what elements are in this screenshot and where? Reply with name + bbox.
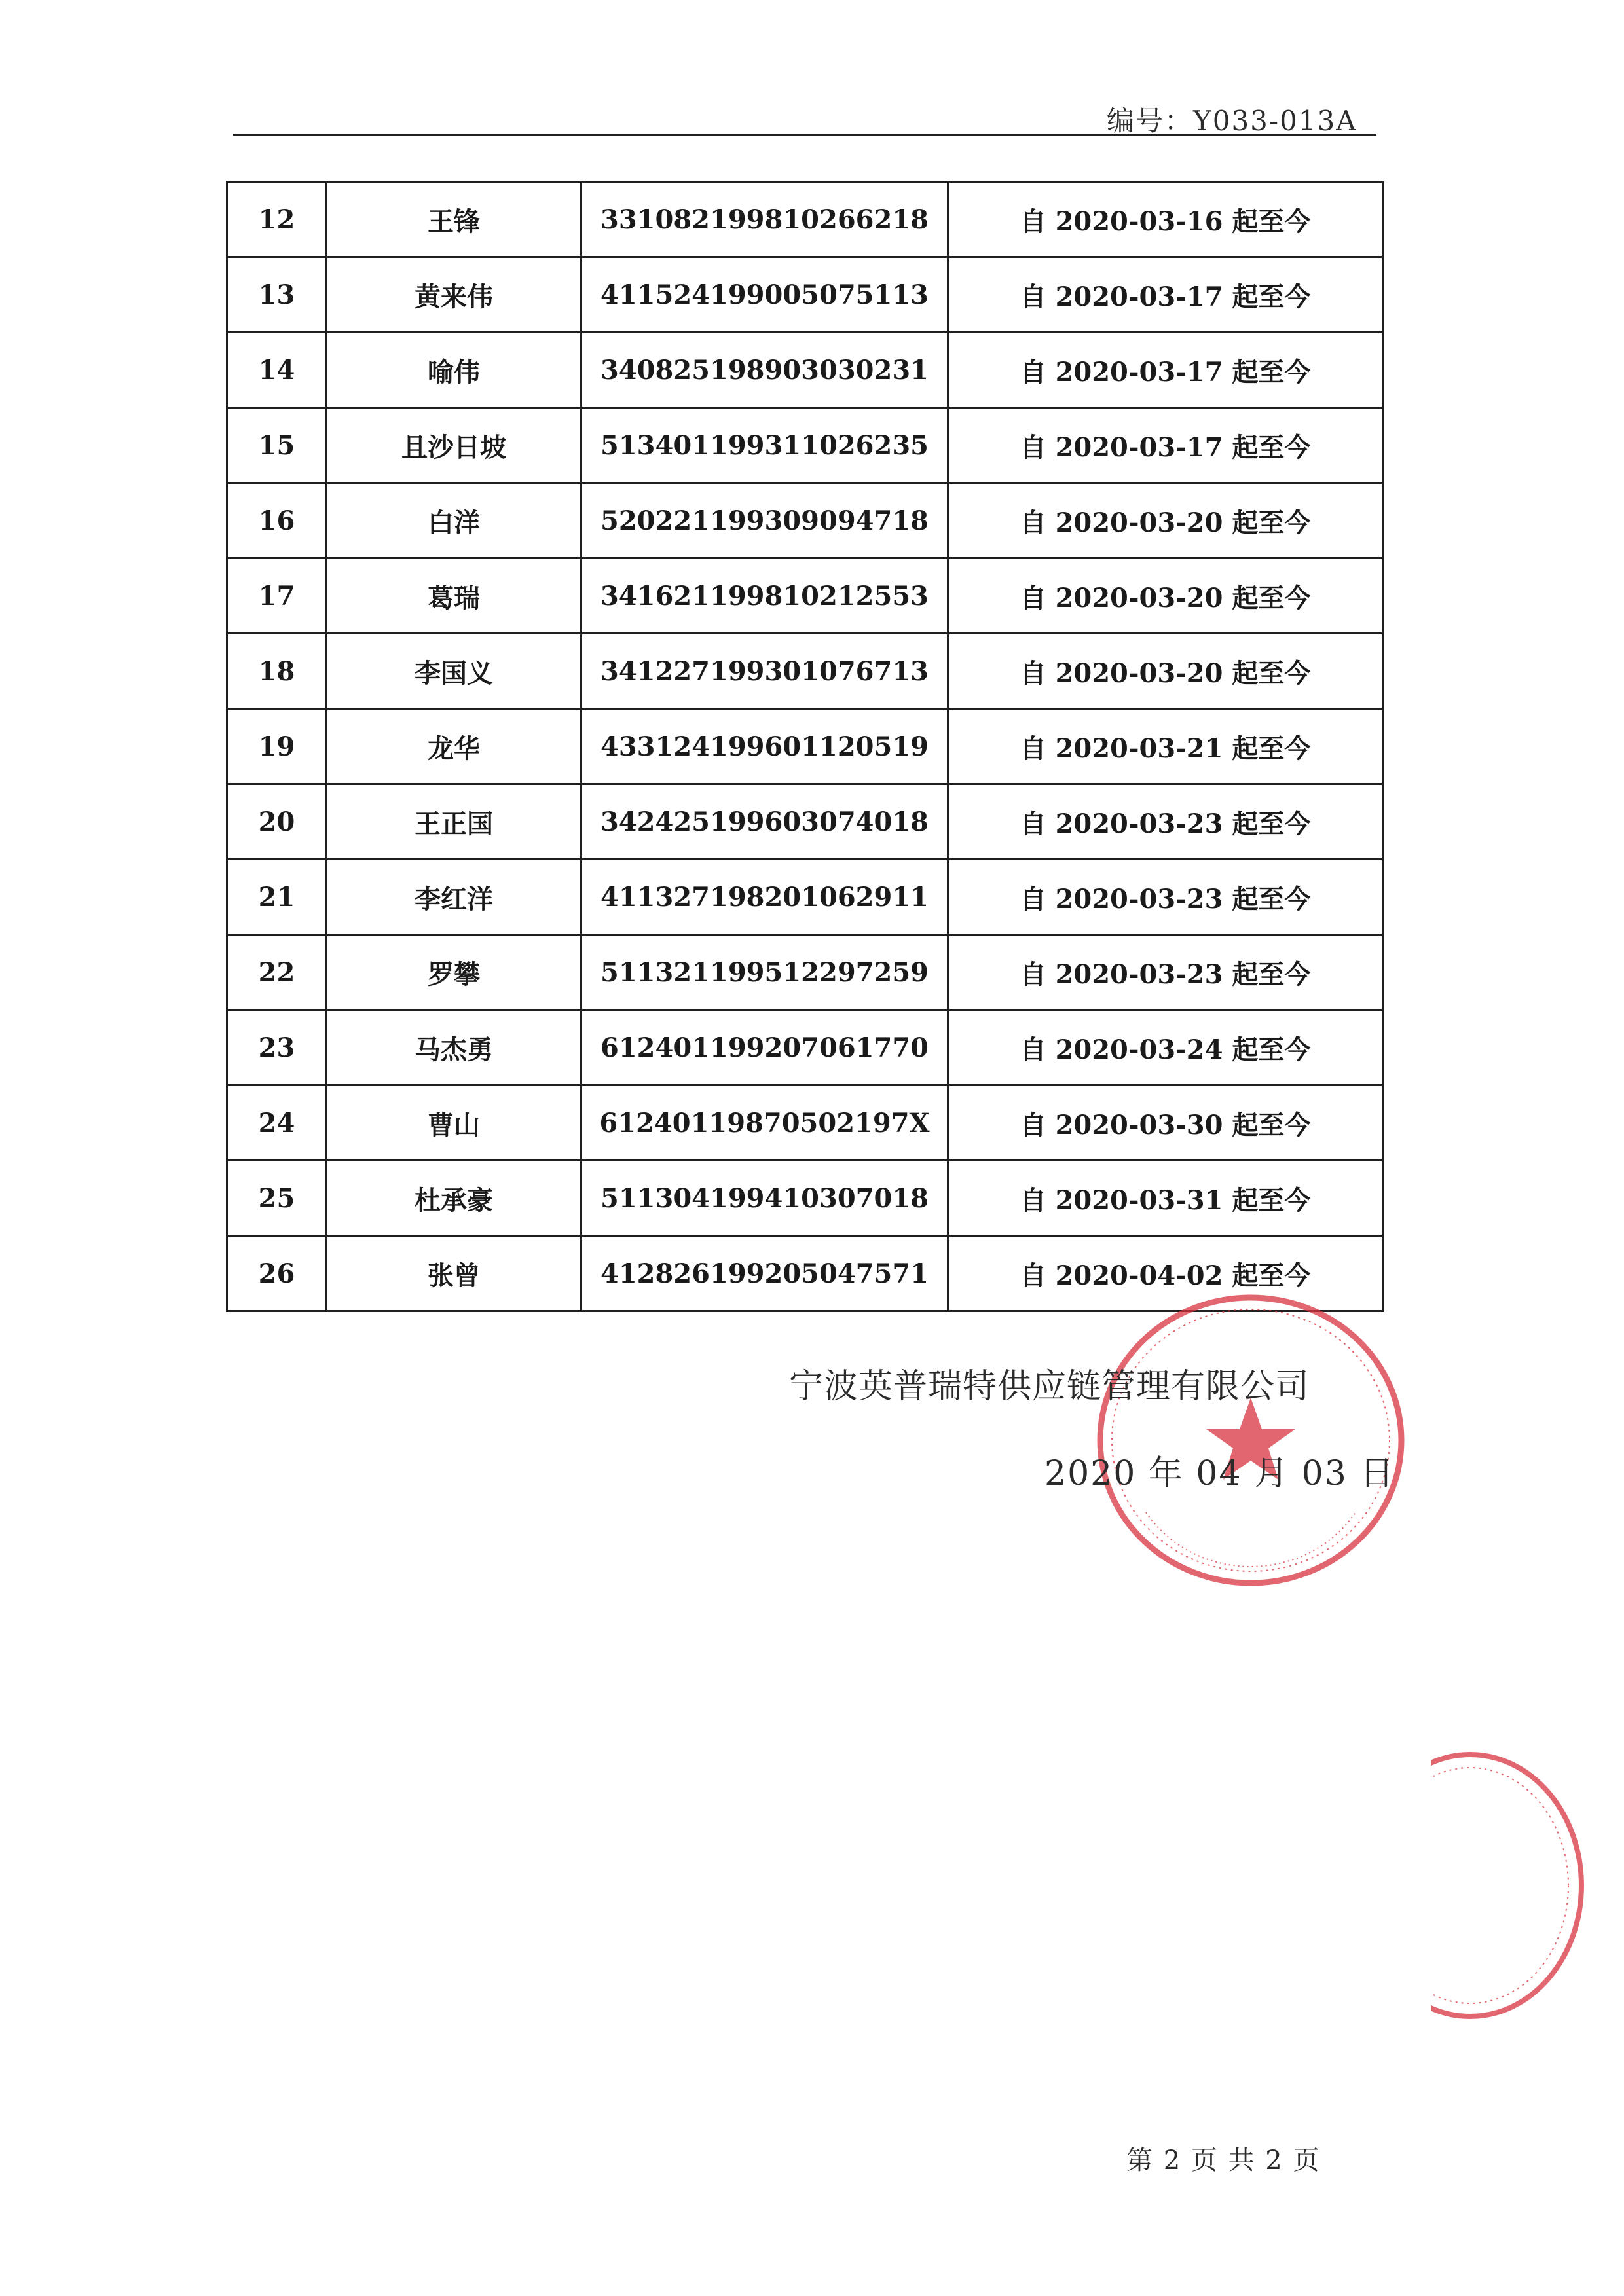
table-row xyxy=(227,1161,1383,1236)
company-name: 宁波英普瑞特供应链管理有限公司 xyxy=(789,1367,1310,1406)
id-number: 412826199205047571 xyxy=(581,1236,948,1311)
employment-period: 自 2020-03-20 起至今 xyxy=(948,483,1383,558)
employee-name: 龙华 xyxy=(327,709,581,784)
id-number: 433124199601120519 xyxy=(581,709,948,784)
id-number: 513401199311026235 xyxy=(581,408,948,483)
employee-name: 王正国 xyxy=(327,784,581,860)
table-row xyxy=(227,182,1383,257)
row-number: 18 xyxy=(227,634,327,709)
edge-seal-ring xyxy=(1431,1755,1581,2016)
row-number: 15 xyxy=(227,408,327,483)
employee-name: 张曾 xyxy=(327,1236,581,1311)
employee-name: 葛瑞 xyxy=(327,558,581,634)
table-row xyxy=(227,408,1383,483)
id-number: 511321199512297259 xyxy=(581,935,948,1010)
employee-name: 马杰勇 xyxy=(327,1010,581,1085)
employment-period: 自 2020-03-20 起至今 xyxy=(948,558,1383,634)
employment-period: 自 2020-03-16 起至今 xyxy=(948,182,1383,257)
employment-period: 自 2020-03-30 起至今 xyxy=(948,1085,1383,1161)
table-row xyxy=(227,558,1383,634)
row-number: 24 xyxy=(227,1085,327,1161)
table-row xyxy=(227,634,1383,709)
employee-name: 罗攀 xyxy=(327,935,581,1010)
row-number: 21 xyxy=(227,860,327,935)
employment-period: 自 2020-03-20 起至今 xyxy=(948,634,1383,709)
edge-seal-fragment xyxy=(1431,1735,1624,2036)
employment-period: 自 2020-03-17 起至今 xyxy=(948,257,1383,333)
row-number: 26 xyxy=(227,1236,327,1311)
table-row xyxy=(227,1085,1383,1161)
employment-period: 自 2020-03-23 起至今 xyxy=(948,935,1383,1010)
employment-period: 自 2020-03-17 起至今 xyxy=(948,333,1383,408)
employee-name: 喻伟 xyxy=(327,333,581,408)
id-number: 520221199309094718 xyxy=(581,483,948,558)
employee-table-body xyxy=(227,182,1383,1311)
employee-table xyxy=(226,181,1384,1312)
row-number: 20 xyxy=(227,784,327,860)
employee-name: 王锋 xyxy=(327,182,581,257)
signing-date: 2020 年 04 月 03 日 xyxy=(1044,1454,1395,1493)
row-number: 13 xyxy=(227,257,327,333)
row-number: 25 xyxy=(227,1161,327,1236)
employee-name: 李国义 xyxy=(327,634,581,709)
employment-period: 自 2020-03-23 起至今 xyxy=(948,784,1383,860)
table-row xyxy=(227,257,1383,333)
row-number: 16 xyxy=(227,483,327,558)
table-row xyxy=(227,784,1383,860)
id-number: 612401199207061770 xyxy=(581,1010,948,1085)
id-number: 342425199603074018 xyxy=(581,784,948,860)
id-number: 331082199810266218 xyxy=(581,182,948,257)
employment-period: 自 2020-03-23 起至今 xyxy=(948,860,1383,935)
employment-period: 自 2020-03-31 起至今 xyxy=(948,1161,1383,1236)
table-row xyxy=(227,860,1383,935)
row-number: 22 xyxy=(227,935,327,1010)
document-number: 编号：Y033-013A xyxy=(1107,105,1357,137)
table-row xyxy=(227,483,1383,558)
employee-name: 李红洋 xyxy=(327,860,581,935)
id-number: 411524199005075113 xyxy=(581,257,948,333)
row-number: 14 xyxy=(227,333,327,408)
row-number: 17 xyxy=(227,558,327,634)
table-row xyxy=(227,1010,1383,1085)
employment-period: 自 2020-03-24 起至今 xyxy=(948,1010,1383,1085)
employee-name: 杜承豪 xyxy=(327,1161,581,1236)
id-number: 411327198201062911 xyxy=(581,860,948,935)
employment-period: 自 2020-04-02 起至今 xyxy=(948,1236,1383,1311)
id-number: 340825198903030231 xyxy=(581,333,948,408)
table-row xyxy=(227,709,1383,784)
employment-period: 自 2020-03-21 起至今 xyxy=(948,709,1383,784)
employee-name: 曹山 xyxy=(327,1085,581,1161)
employment-period: 自 2020-03-17 起至今 xyxy=(948,408,1383,483)
id-number: 341621199810212553 xyxy=(581,558,948,634)
employee-name: 白洋 xyxy=(327,483,581,558)
employee-name: 黄来伟 xyxy=(327,257,581,333)
id-number: 61240119870502197X xyxy=(581,1085,948,1161)
page-indicator: 第 2 页 共 2 页 xyxy=(1126,2145,1321,2176)
row-number: 12 xyxy=(227,182,327,257)
company-seal xyxy=(1080,1277,1421,1604)
id-number: 511304199410307018 xyxy=(581,1161,948,1236)
header-divider xyxy=(233,134,1376,136)
employee-name: 且沙日坡 xyxy=(327,408,581,483)
table-row xyxy=(227,935,1383,1010)
row-number: 23 xyxy=(227,1010,327,1085)
row-number: 19 xyxy=(227,709,327,784)
id-number: 341227199301076713 xyxy=(581,634,948,709)
table-row xyxy=(227,333,1383,408)
